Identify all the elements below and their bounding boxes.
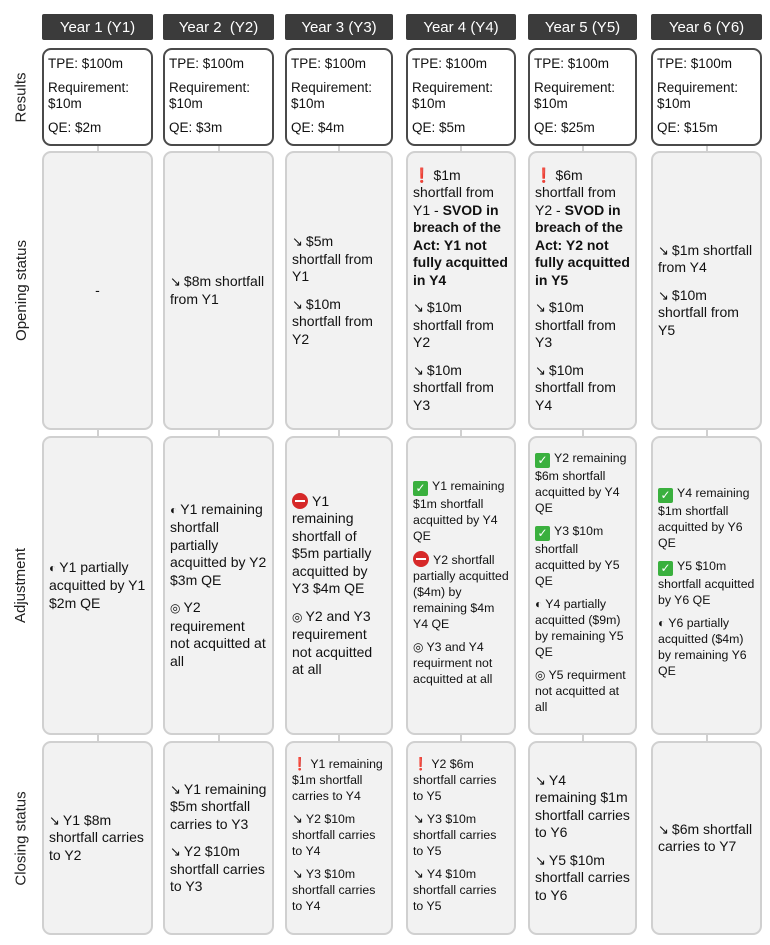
opening-cell	[163, 151, 274, 430]
adjustment-cell	[651, 436, 762, 735]
closing-item	[413, 866, 509, 914]
item-text: $6m shortfall carries to Y7	[658, 820, 753, 854]
opening-item	[413, 167, 509, 290]
closing-item	[292, 866, 386, 914]
opening-item	[292, 296, 386, 349]
item-text: Y1 remaining shortfall of $5m partially acquitted by Y3 $4m QE	[292, 492, 372, 596]
results-box	[651, 48, 762, 146]
no-entry-icon	[292, 493, 308, 509]
ring-icon: ◎	[413, 639, 424, 654]
exclamation-icon: ❗	[535, 166, 553, 183]
results-line: Requirement: $10m	[534, 80, 616, 111]
arrow-icon: ↘	[292, 234, 303, 249]
results-line: TPE: $100m	[534, 56, 610, 71]
closing-item	[535, 772, 630, 842]
closing-item	[170, 781, 267, 834]
arrow-icon: ↘	[658, 821, 669, 837]
check-icon: ✓	[413, 481, 428, 496]
row-label-closing	[0, 741, 42, 935]
adjustment-item	[535, 667, 630, 715]
ring-icon: ◎	[535, 667, 546, 682]
arrow-icon: ↘	[49, 812, 60, 828]
item-text: $10m shortfall from Y5	[658, 286, 739, 338]
adjustment-item	[413, 551, 509, 632]
item-text: $10m shortfall from Y2	[413, 299, 494, 351]
results-line: QE: $15m	[657, 120, 718, 135]
item-text: Y1 remaining $5m shortfall carries to Y3	[170, 780, 267, 832]
row-label-results	[0, 48, 42, 146]
half-circle-icon: ◐	[170, 502, 178, 517]
item-text: Y1 $8m shortfall carries to Y2	[49, 811, 144, 863]
results-line: Requirement: $10m	[169, 80, 251, 111]
arrow-icon: ↘	[292, 810, 303, 826]
adjustment-cell	[528, 436, 637, 735]
results-line: TPE: $100m	[657, 56, 733, 71]
item-text: $1m shortfall from Y1 -	[413, 166, 494, 218]
arrow-icon: ↘	[413, 362, 424, 378]
ring-icon: ◎	[170, 601, 181, 616]
results-line: QE: $3m	[169, 120, 223, 135]
results-box	[163, 48, 274, 146]
item-text: $1m shortfall from Y4	[658, 241, 753, 276]
results-line: Requirement: $10m	[412, 80, 494, 111]
item-text: Y2 and Y3 requirement not acquitted at all	[292, 607, 373, 677]
item-text: $10m shortfall from Y4	[535, 361, 616, 413]
item-text: Y2 requirement not acquitted at all	[170, 599, 266, 669]
row-label-text: Adjustment	[12, 547, 30, 624]
item-text: -	[95, 281, 100, 298]
item-text: Y3 $10m shortfall acquitted by Y5 QE	[535, 523, 620, 588]
arrow-icon: ↘	[535, 772, 546, 788]
opening-item	[170, 273, 267, 308]
item-text: Y6 partially acquitted ($4m) by remaining Y6 QE	[658, 616, 747, 678]
results-line: Requirement: $10m	[48, 80, 130, 111]
adjustment-item	[535, 523, 630, 589]
results-box	[42, 48, 153, 146]
exclamation-icon: ❗	[292, 756, 308, 771]
results-line: TPE: $100m	[48, 56, 124, 71]
arrow-icon: ↘	[170, 274, 181, 289]
check-icon: ✓	[535, 526, 550, 541]
half-circle-icon: ◐	[658, 616, 666, 630]
exclamation-icon: ❗	[413, 756, 429, 771]
opening-item	[292, 233, 386, 286]
adjustment-item	[413, 639, 509, 687]
arrow-icon: ↘	[413, 865, 424, 881]
half-circle-icon: ◐	[535, 596, 543, 611]
adjustment-item	[658, 485, 755, 551]
adjustment-item	[170, 599, 267, 670]
item-text: Y4 $10m shortfall carries to Y5	[413, 866, 497, 913]
item-text: Y3 $10m shortfall carries to Y5	[413, 811, 497, 858]
exclamation-icon: ❗	[413, 166, 431, 183]
row-label-text: Closing status	[12, 790, 30, 886]
opening-item	[535, 299, 630, 352]
row-label-text: Opening status	[12, 240, 30, 341]
results-line: TPE: $100m	[291, 56, 367, 71]
arrow-icon: ↘	[413, 300, 424, 316]
check-icon: ✓	[535, 453, 550, 468]
item-text: Y4 remaining $1m shortfall acquitted by Y6 QE	[658, 486, 750, 550]
row-label-opening	[0, 151, 42, 430]
adjustment-item	[658, 558, 755, 608]
closing-cell	[651, 741, 762, 935]
arrow-icon: ↘	[170, 781, 181, 797]
arrow-icon: ↘	[535, 300, 546, 316]
opening-item	[413, 299, 509, 352]
adjustment-item	[658, 615, 755, 679]
item-text: Y4 partially acquitted ($9m) by remaining Y5 QE	[535, 596, 624, 659]
arrow-icon: ↘	[535, 362, 546, 378]
arrow-icon: ↘	[170, 844, 181, 859]
adjustment-item	[535, 450, 630, 516]
item-text: Y1 remaining shortfall partially acquitted by Y2 $3m QE	[170, 500, 267, 588]
item-text: $6m shortfall from Y2 -	[535, 166, 616, 218]
closing-cell	[42, 741, 153, 935]
arrow-icon: ↘	[413, 810, 424, 826]
results-line: QE: $4m	[291, 120, 345, 135]
item-text: Y2 $6m shortfall carries to Y5	[413, 756, 497, 803]
ring-icon: ◎	[292, 609, 303, 624]
adjustment-item	[292, 608, 386, 679]
adjustment-item	[292, 493, 386, 598]
opening-cell	[42, 151, 153, 430]
arrow-icon: ↘	[292, 296, 303, 312]
closing-item	[49, 812, 146, 865]
arrow-icon: ↘	[658, 242, 669, 258]
column-header: Year 1 (Y1)	[42, 14, 153, 40]
row-label-text: Results	[12, 71, 30, 123]
column-header: Year 6 (Y6)	[651, 14, 762, 40]
item-text: $10m shortfall from Y2	[292, 295, 373, 347]
adjustment-cell	[285, 436, 393, 735]
item-text: Y2 $10m shortfall carries to Y4	[292, 811, 376, 858]
item-text: Y5 requirment not acquitted at all	[535, 667, 626, 714]
results-line: QE: $2m	[48, 120, 102, 135]
opening-cell	[528, 151, 637, 430]
item-text: Y3 $10m shortfall carries to Y4	[292, 866, 376, 913]
arrow-icon: ↘	[292, 865, 303, 881]
column-header: Year 4 (Y4)	[406, 14, 516, 40]
column-header: Year 3 (Y3)	[285, 14, 393, 40]
results-box	[528, 48, 637, 146]
row-label-adjustment	[0, 436, 42, 735]
item-text: Y4 remaining $1m shortfall carries to Y6	[535, 771, 630, 841]
results-line: QE: $25m	[534, 120, 595, 135]
opening-cell	[651, 151, 762, 430]
adjustment-item	[49, 559, 146, 613]
adjustment-item	[170, 501, 267, 590]
adjustment-item	[535, 596, 630, 660]
item-text: $10m shortfall from Y3	[413, 361, 494, 413]
opening-item	[535, 362, 630, 415]
item-text: Y2 $10m shortfall carries to Y3	[170, 843, 265, 894]
check-icon: ✓	[658, 561, 673, 576]
arrow-icon: ↘	[535, 852, 546, 868]
item-text: $5m shortfall from Y1	[292, 233, 373, 284]
results-box	[285, 48, 393, 146]
closing-item	[292, 756, 386, 804]
opening-item	[658, 287, 755, 340]
results-line: Requirement: $10m	[291, 80, 373, 111]
column-header: Year 5 (Y5)	[528, 14, 637, 40]
opening-item	[658, 242, 755, 277]
closing-item	[413, 811, 509, 859]
results-line: TPE: $100m	[412, 56, 488, 71]
item-text: Y1 remaining $1m shortfall carries to Y4	[292, 756, 383, 803]
check-icon: ✓	[658, 488, 673, 503]
arrow-icon: ↘	[658, 287, 669, 303]
closing-cell	[528, 741, 637, 935]
adjustment-cell	[163, 436, 274, 735]
adjustment-cell	[406, 436, 516, 735]
opening-item	[49, 282, 146, 300]
breach-notice: SVOD in breach of the Act: Y1 not fully acquitted in Y4	[413, 201, 508, 288]
closing-cell	[285, 741, 393, 935]
item-text: Y2 remaining $6m shortfall acquitted by Y4 QE	[535, 450, 627, 515]
adjustment-cell	[42, 436, 153, 735]
closing-cell	[163, 741, 274, 935]
results-line: Requirement: $10m	[657, 80, 739, 111]
item-text: Y1 partially acquitted by Y1 $2m QE	[49, 558, 146, 611]
closing-item	[658, 821, 755, 856]
item-text: Y5 $10m shortfall carries to Y6	[535, 851, 630, 903]
item-text: $10m shortfall from Y3	[535, 299, 616, 351]
closing-cell	[406, 741, 516, 935]
adjustment-item	[413, 478, 509, 544]
item-text: Y1 remaining $1m shortfall acquitted by Y4 QE	[413, 478, 505, 543]
item-text: Y5 $10m shortfall acquitted by Y6 QE	[658, 559, 755, 607]
results-box	[406, 48, 516, 146]
results-line: TPE: $100m	[169, 56, 245, 71]
no-entry-icon	[413, 551, 429, 567]
column-header: Year 2 (Y2)	[163, 14, 274, 40]
item-text: Y2 shortfall partially acquitted ($4m) by remaining $4m Y4 QE	[413, 552, 509, 631]
opening-item	[413, 362, 509, 415]
opening-item	[535, 167, 630, 290]
half-circle-icon: ◐	[49, 560, 57, 575]
item-text: $8m shortfall from Y1	[170, 273, 265, 307]
closing-item	[292, 811, 386, 859]
opening-cell	[406, 151, 516, 430]
closing-item	[413, 756, 509, 804]
results-line: QE: $5m	[412, 120, 466, 135]
opening-cell	[285, 151, 393, 430]
closing-item	[170, 843, 267, 896]
breach-notice: SVOD in breach of the Act: Y2 not fully acquitted in Y5	[535, 201, 630, 288]
closing-item	[535, 852, 630, 905]
item-text: Y3 and Y4 requirment not acquitted at all	[413, 639, 493, 686]
